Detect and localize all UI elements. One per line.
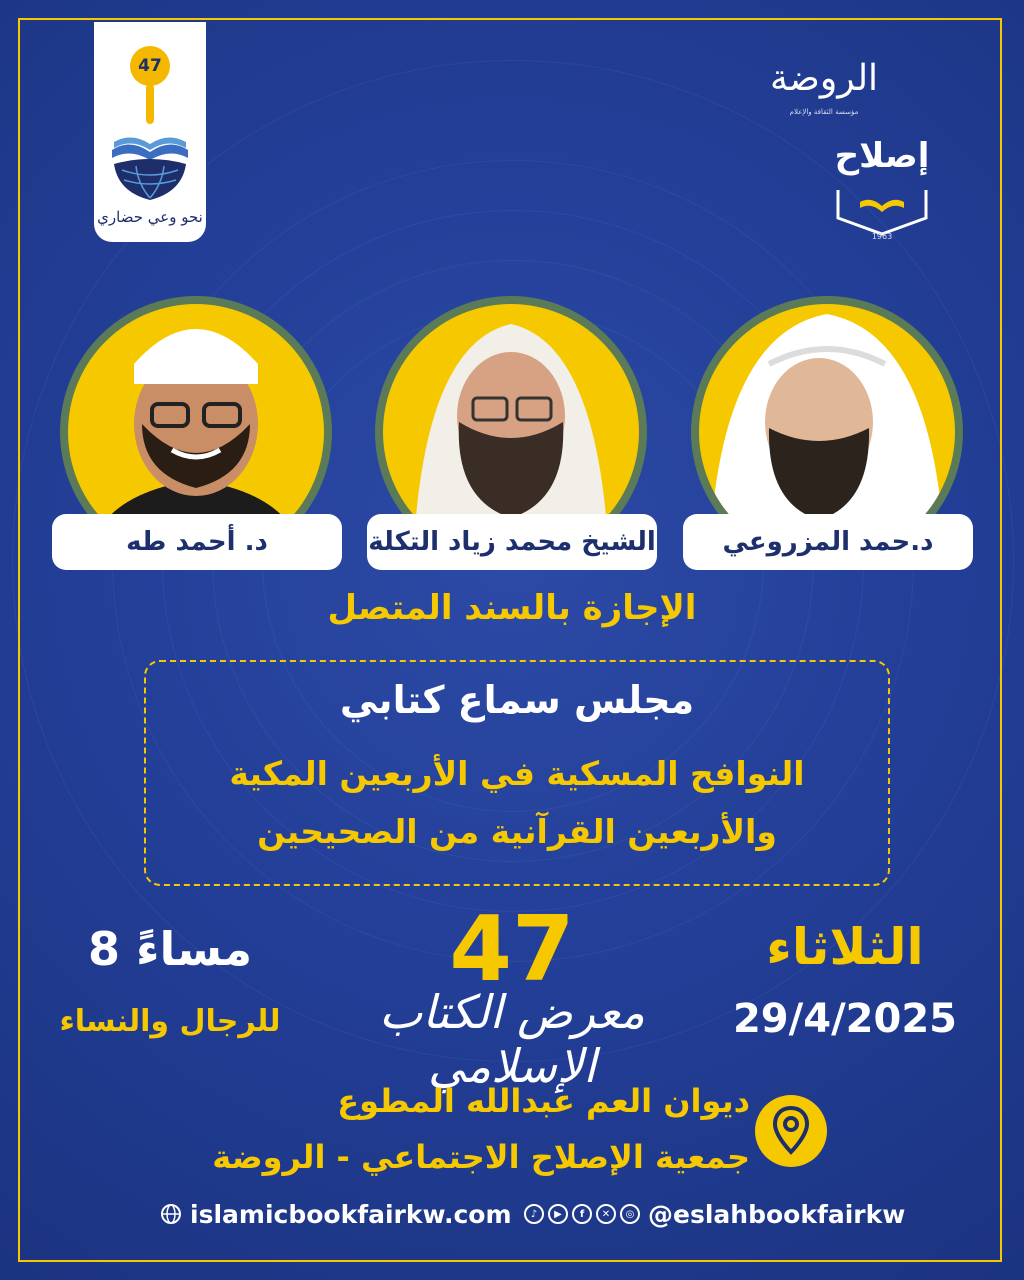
speaker-card bbox=[367, 286, 657, 586]
eslah-logo-year: 1963 bbox=[871, 232, 893, 241]
ijaza-heading: الإجازة بالسند المتصل bbox=[327, 588, 697, 628]
open-book-globe-icon bbox=[108, 132, 192, 202]
speaker-card bbox=[683, 286, 973, 586]
eslah-logo-name: إصلاح bbox=[834, 136, 930, 176]
instagram-icon[interactable]: ◎ bbox=[620, 1204, 640, 1224]
book-title-line-1: النوافح المسكية في الأربعين المكية bbox=[229, 754, 805, 793]
location-line-1: ديوان العم عبدالله المطوع bbox=[337, 1082, 750, 1120]
book-hexagon-icon bbox=[822, 176, 942, 236]
footer-website[interactable] bbox=[160, 1196, 512, 1232]
footer-social bbox=[524, 1196, 905, 1232]
youtube-icon[interactable]: ▶ bbox=[548, 1204, 568, 1224]
speaker-name: د. أحمد طه bbox=[52, 514, 342, 570]
fair-logo-drop bbox=[146, 84, 154, 124]
social-handle[interactable]: @eslahbookfairkw bbox=[648, 1199, 906, 1229]
event-day: الثلاثاء bbox=[766, 918, 924, 976]
speaker-card bbox=[52, 286, 342, 586]
eslah-logo bbox=[822, 132, 942, 242]
speaker-name: الشيخ محمد زياد التكلة bbox=[367, 514, 657, 570]
location-pin-icon bbox=[754, 1094, 828, 1168]
globe-icon bbox=[160, 1203, 182, 1225]
speaker-name: د.حمد المزروعي bbox=[683, 514, 973, 570]
event-time: 8 مساءً bbox=[87, 922, 253, 976]
event-audience: للرجال والنساء bbox=[59, 1004, 281, 1039]
book-title-line-2: والأربعين القرآنية من الصحيحين bbox=[257, 812, 777, 851]
x-icon[interactable]: ✕ bbox=[596, 1204, 616, 1224]
fair-logo-badge: 47 bbox=[130, 46, 170, 86]
location-line-2: جمعية الإصلاح الاجتماعي - الروضة bbox=[212, 1138, 750, 1176]
session-box bbox=[144, 660, 890, 886]
session-title: مجلس سماع كتابي bbox=[339, 678, 695, 722]
tiktok-icon[interactable]: ♪ bbox=[524, 1204, 544, 1224]
brand-logo: الروضة bbox=[769, 58, 879, 99]
fair-name: معرض الكتاب الإسلامي bbox=[379, 985, 645, 1093]
facebook-icon[interactable]: f bbox=[572, 1204, 592, 1224]
fair-number: 47 bbox=[449, 897, 575, 1002]
website-url[interactable]: islamicbookfairkw.com bbox=[190, 1199, 512, 1229]
fair-logo bbox=[94, 22, 206, 242]
brand-logo-tagline: مؤسسة الثقافة والإعلام bbox=[789, 108, 859, 116]
event-date: 29/4/2025 bbox=[732, 996, 958, 1042]
fair-logo-signature: نحو وعي حضاري bbox=[97, 208, 203, 226]
